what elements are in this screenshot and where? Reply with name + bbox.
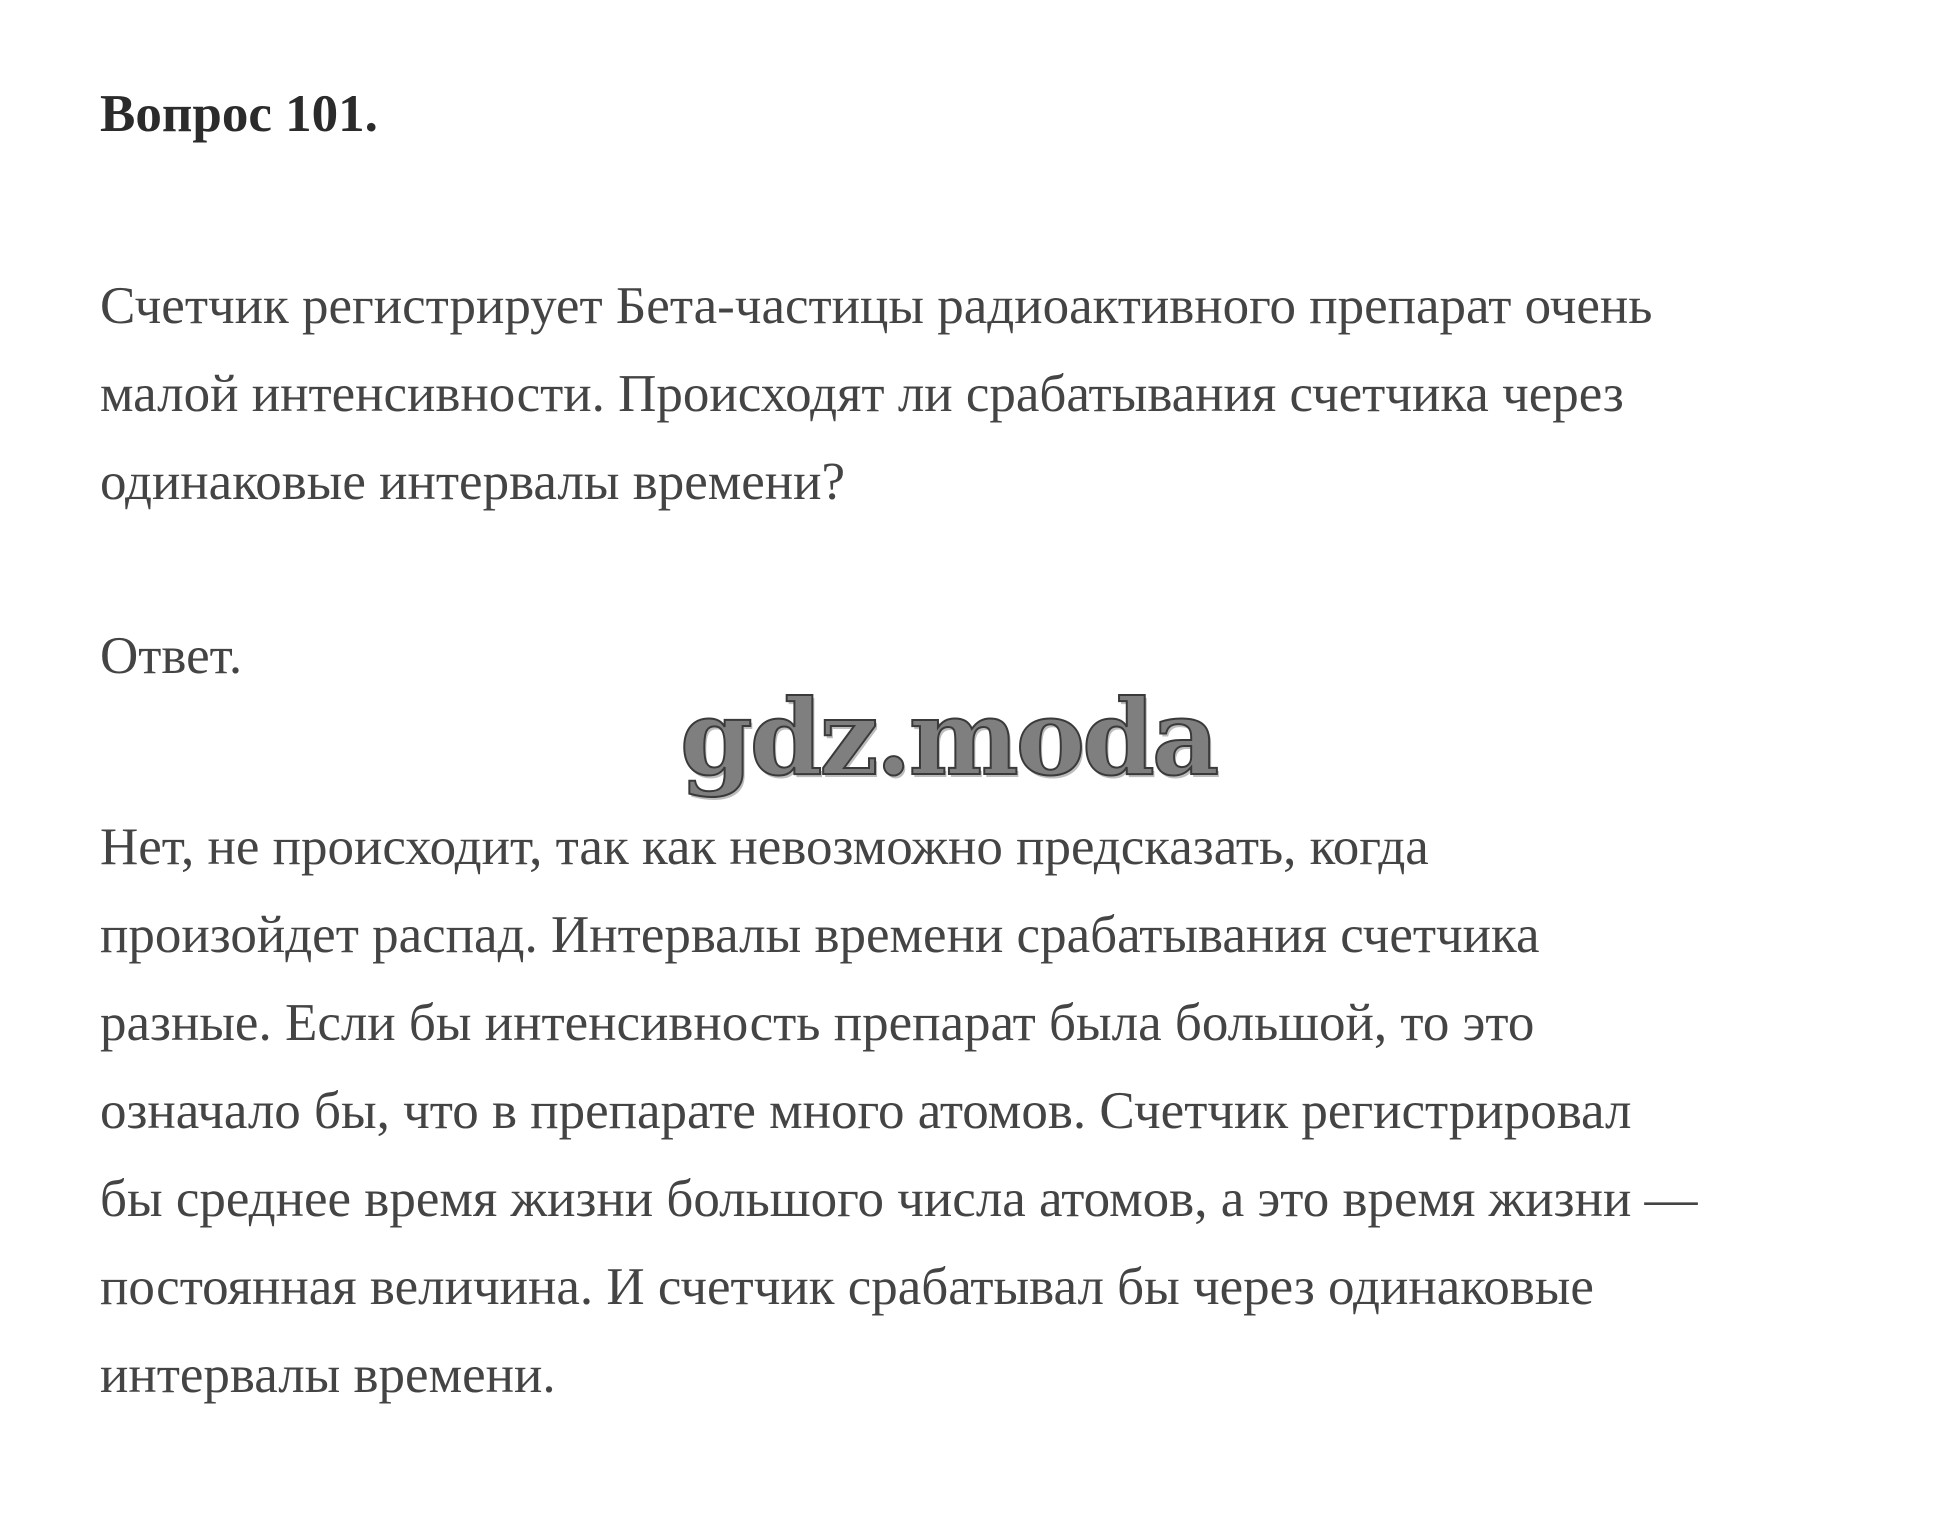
answer-line: Нет, не происходит, так как невозможно предсказать, когда [100, 818, 1429, 876]
answer-text [100, 803, 1920, 1419]
question-line: малой интенсивности. Происходят ли срабатывания счетчика через [100, 365, 1624, 423]
question-line: одинаковые интервалы времени? [100, 453, 846, 511]
watermark-logo: gdz.moda [680, 676, 1217, 799]
answer-line: интервалы времени. [100, 1346, 556, 1404]
question-line: Счетчик регистрирует Бета-частицы радиоактивного препарат очень [100, 277, 1653, 335]
answer-line: означало бы, что в препарате много атомов. Счетчик регистрировал [100, 1082, 1632, 1140]
answer-line: постоянная величина. И счетчик срабатывал бы через одинаковые [100, 1258, 1594, 1316]
answer-line: произойдет распад. Интервалы времени срабатывания счетчика [100, 906, 1540, 964]
answer-label: Ответ. [100, 627, 243, 685]
answer-line: бы среднее время жизни большого числа атомов, а это время жизни — [100, 1170, 1698, 1228]
question-text [100, 262, 1900, 526]
question-heading: Вопрос 101. [100, 85, 378, 143]
answer-line: разные. Если бы интенсивность препарат была большой, то это [100, 994, 1535, 1052]
